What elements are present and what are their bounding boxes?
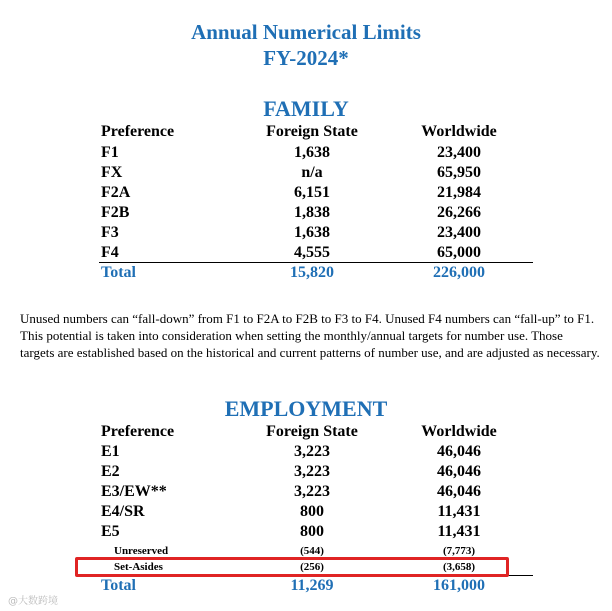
family-preference-cell: F3 (101, 224, 119, 241)
employment-row (0, 522, 612, 542)
family-foreign-state-cell: n/a (301, 164, 323, 181)
employment-row (0, 462, 612, 482)
set-asides-highlight-box (75, 557, 509, 577)
page-title-line1: Annual Numerical Limits (191, 20, 421, 44)
fall-down-note: Unused numbers can “fall-down” from F1 to F2A to F2B to F3 to F4. Unused F4 numbers can “fall-up” to F1. This potential is taken into consideration when setting the monthly/annual targets for number use. Those targets are established based on the historical and current patterns of number use, and are adjusted as necessary. (20, 311, 600, 360)
page-title-line2: FY-2024* (263, 46, 349, 70)
family-total-row (0, 263, 612, 283)
family-preference-cell: F4 (101, 244, 119, 261)
family-worldwide-cell: 26,266 (437, 204, 481, 221)
employment-row (0, 502, 612, 522)
employment-sub-worldwide-cell: (7,773) (442, 545, 476, 557)
employment-heading: EMPLOYMENT (224, 396, 388, 421)
col-preference: Preference (101, 423, 175, 440)
family-total-world: 226,000 (433, 264, 485, 281)
employment-preference-cell: E1 (101, 443, 120, 460)
employment-total-row (0, 576, 612, 596)
family-preference-cell: F2A (101, 184, 131, 201)
employment-preference-cell: E2 (101, 463, 120, 480)
family-preference-cell: F1 (101, 144, 119, 161)
family-row (0, 203, 612, 223)
family-worldwide-cell: 23,400 (437, 224, 481, 241)
family-row (0, 143, 612, 163)
family-heading: FAMILY (263, 96, 349, 121)
employment-worldwide-cell: 46,046 (437, 483, 481, 500)
family-row (0, 183, 612, 203)
col-foreign-state: Foreign State (266, 423, 358, 440)
family-total-foreign: 15,820 (290, 264, 334, 281)
employment-foreign-state-cell: 3,223 (294, 483, 330, 500)
employment-foreign-state-cell: 3,223 (294, 443, 330, 460)
family-worldwide-cell: 65,000 (437, 244, 481, 261)
family-foreign-state-cell: 1,838 (294, 204, 330, 221)
col-foreign-state: Foreign State (266, 123, 358, 140)
employment-header-row (0, 422, 612, 442)
employment-worldwide-cell: 46,046 (437, 463, 481, 480)
family-preference-cell: F2B (101, 204, 130, 221)
employment-worldwide-cell: 46,046 (437, 443, 481, 460)
employment-preference-cell: E4/SR (101, 503, 145, 520)
employment-total-foreign: 11,269 (290, 577, 334, 594)
family-foreign-state-cell: 1,638 (294, 144, 330, 161)
employment-sub-foreign-state-cell: (544) (300, 545, 324, 557)
family-foreign-state-cell: 1,638 (294, 224, 330, 241)
employment-preference-cell: E3/EW** (101, 483, 167, 500)
family-total-label: Total (101, 264, 136, 281)
family-preference-cell: FX (101, 164, 123, 181)
employment-foreign-state-cell: 800 (300, 523, 324, 540)
employment-row (0, 442, 612, 462)
col-worldwide: Worldwide (421, 123, 497, 140)
employment-sub-preference-cell: Set-Asides (114, 561, 163, 573)
family-header-row (0, 122, 612, 142)
employment-preference-cell: E5 (101, 523, 120, 540)
family-worldwide-cell: 21,984 (437, 184, 481, 201)
employment-sub-foreign-state-cell: (256) (300, 561, 324, 573)
col-worldwide: Worldwide (421, 423, 497, 440)
family-row (0, 163, 612, 183)
employment-sub-worldwide-cell: (3,658) (442, 561, 476, 573)
employment-total-world: 161,000 (433, 577, 485, 594)
family-worldwide-cell: 23,400 (437, 144, 481, 161)
employment-foreign-state-cell: 3,223 (294, 463, 330, 480)
family-row (0, 243, 612, 263)
col-preference: Preference (101, 123, 175, 140)
employment-sub-preference-cell: Unreserved (114, 545, 169, 557)
employment-worldwide-cell: 11,431 (437, 503, 481, 520)
family-foreign-state-cell: 4,555 (294, 244, 330, 261)
family-row (0, 223, 612, 243)
employment-worldwide-cell: 11,431 (437, 523, 481, 540)
watermark: @大数跨境 (8, 596, 58, 607)
employment-row (0, 482, 612, 502)
employment-foreign-state-cell: 800 (300, 503, 324, 520)
family-worldwide-cell: 65,950 (437, 164, 481, 181)
employment-total-label: Total (101, 577, 136, 594)
family-foreign-state-cell: 6,151 (294, 184, 330, 201)
